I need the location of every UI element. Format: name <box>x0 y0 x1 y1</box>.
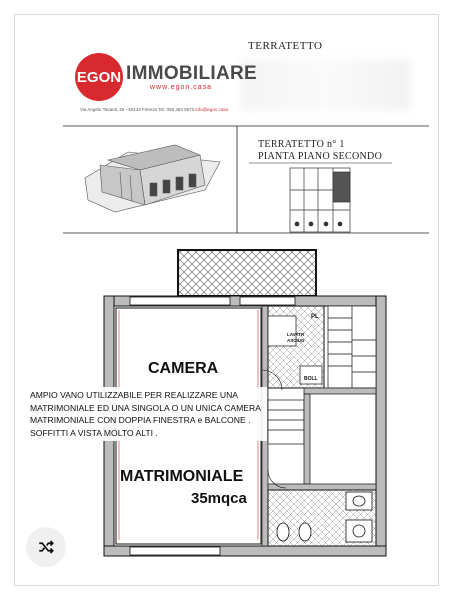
label-boiler: BOLL <box>304 376 318 382</box>
key-plan <box>290 168 350 232</box>
room-label-matrimoniale: MATRIMONIALE <box>120 468 244 485</box>
logo-mark: EGON <box>75 53 123 101</box>
room-label-camera: CAMERA <box>148 360 219 377</box>
page-title: TERRATETTO <box>248 40 323 52</box>
label-asciugatrice: ASCIUG <box>287 338 305 343</box>
building-3d-sketch <box>85 145 220 212</box>
address-text: Via Angelo Tavanti, 26 - 50134 Firenze Tel. 055 463 0570 <box>80 107 195 112</box>
label-pl: PL <box>311 314 319 320</box>
shuffle-icon <box>37 538 55 556</box>
logo-website: www.egon.casa <box>150 84 213 91</box>
plan-subtitle-unit: TERRATETTO n° 1 <box>258 139 345 150</box>
plan-subtitle-floor: PIANTA PIANO SECONDO <box>258 151 383 162</box>
label-lavatrice: LAVATR <box>287 332 305 337</box>
description-caption: AMPIO VANO UTILIZZABILE PER REALIZZARE UNA MATRIMONIALE ED UNA SINGOLA O UN UNICA CAMERA MATRIMONIALE CON DOPPIA FINESTRA e BALCONE . SOFFITTI A VISTA MOLTO ALTI . <box>27 387 267 441</box>
balcony <box>178 250 316 296</box>
shuffle-button[interactable] <box>26 527 66 567</box>
logo-wordmark: IMMOBILIARE <box>126 63 258 84</box>
email-text: info@egon.casa <box>195 107 228 112</box>
room-area-label: 35mqca <box>191 490 247 507</box>
